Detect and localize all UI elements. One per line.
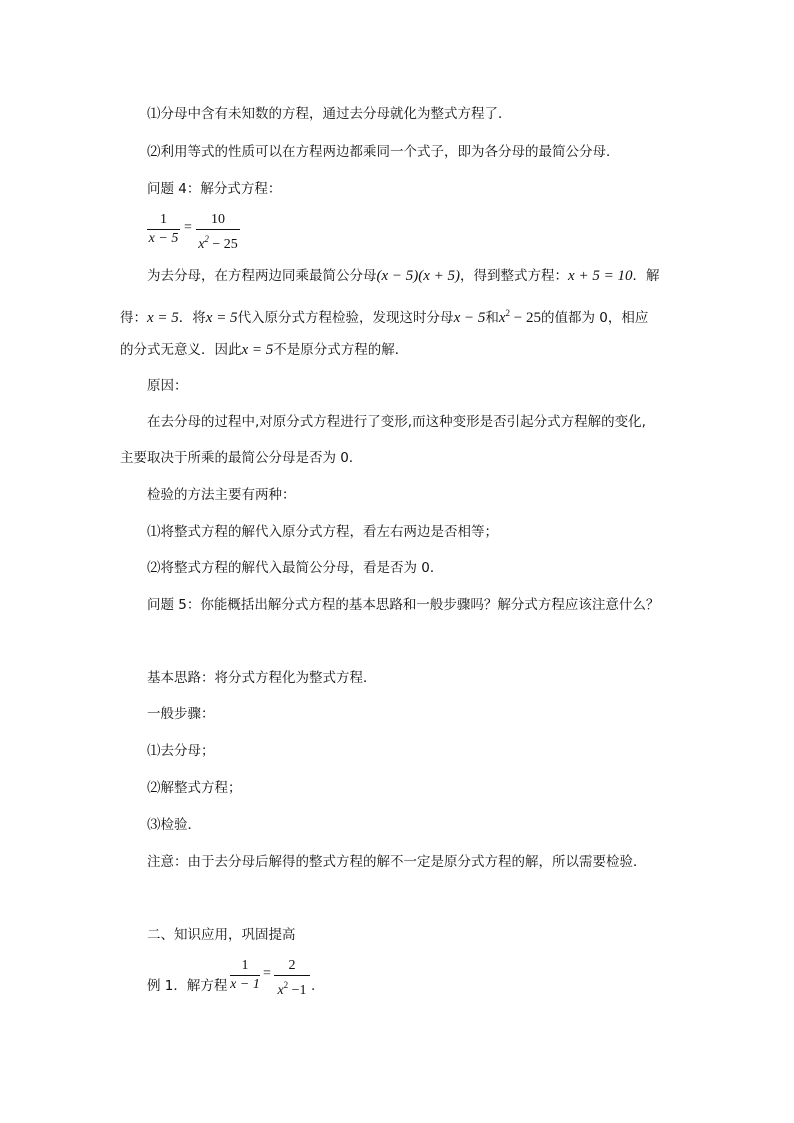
text-line (120, 303, 648, 328)
text: ，得到整式方程： (460, 268, 569, 284)
text: 代入原分式方程检验，发现这时分母 (237, 310, 454, 326)
constant: − 25 (208, 237, 238, 252)
text-line: ⑵解整式方程； (147, 780, 242, 796)
text: 得： (120, 310, 147, 326)
math: x = 5 (241, 342, 274, 358)
text: 的值都为 0，相应 (540, 310, 649, 326)
denominator (196, 230, 240, 254)
numerator: 2 (288, 958, 296, 973)
text-line: ⑴将整式方程的解代入原分式方程，看左右两边是否相等； (147, 524, 498, 540)
numerator: 10 (211, 212, 225, 227)
text-line: 原因： (147, 378, 188, 394)
fraction (147, 211, 180, 248)
text: ．将 (178, 310, 206, 326)
numerator: 1 (241, 958, 249, 973)
exponent: 2 (283, 980, 289, 990)
variable: x (277, 983, 284, 998)
text-line: 例 1．解方程 (147, 978, 228, 994)
fraction (274, 957, 310, 1000)
denominator: x − 1 (230, 977, 260, 992)
exponent: 2 (204, 234, 209, 244)
equals-sign: = (263, 966, 271, 981)
denominator: x − 5 (148, 231, 179, 246)
text-line: ⑶检验． (147, 817, 201, 833)
constant: − 25 (510, 310, 541, 326)
text-line: 基本思路：将分式方程化为整式方程． (147, 670, 377, 686)
text-line: 问题 5：你能概括出解分式方程的基本思路和一般步骤吗？解分式方程应该注意什么？ (147, 597, 660, 613)
text: 不是原分式方程的解． (273, 342, 409, 358)
text: 和 (485, 310, 499, 326)
text-line: ⑵将整式方程的解代入最简公分母，看是否为 0． (147, 560, 444, 576)
exponent: 2 (505, 308, 511, 318)
math: (x − 5)(x + 5) (376, 268, 461, 284)
text-line: 一般步骤： (147, 706, 215, 722)
math: x = 5 (205, 310, 238, 326)
text: 为去分母，在方程两边同乘最简公分母 (147, 268, 377, 284)
denominator (274, 976, 310, 1000)
text-line: ⑴分母中含有未知数的方程，通过去分母就化为整式方程了． (147, 106, 512, 122)
fraction (230, 957, 260, 994)
text-line: ⑵利用等式的性质可以在方程两边都乘同一个式子，即为各分母的最简公分母． (147, 144, 620, 160)
text-line: 注意：由于去分母后解得的整式方程的解不一定是原分式方程的解，所以需要检验． (147, 854, 647, 870)
text-line: 主要取决于所乘的最简公分母是否为 0． (120, 450, 363, 466)
text-line: 检验的方法主要有两种： (147, 487, 296, 503)
numerator: 1 (160, 212, 167, 227)
text: ．解 (632, 268, 660, 284)
variable: x (498, 310, 506, 326)
text-line: 在去分母的过程中,对原分式方程进行了变形,而这种变形是否引起分式方程解的变化, (147, 414, 646, 430)
text-line: . (311, 978, 316, 994)
text-line: 问题 4：解分式方程： (147, 181, 282, 197)
fraction (196, 211, 240, 254)
equals-sign: = (184, 220, 192, 235)
math (499, 310, 541, 326)
text-line: ⑴去分母； (147, 743, 215, 759)
text-line (147, 266, 659, 286)
math: x = 5 (147, 310, 179, 326)
section-heading: 二、知识应用，巩固提高 (147, 927, 296, 943)
variable: x (198, 237, 205, 252)
math: x + 5 = 10 (568, 268, 633, 284)
math: x − 5 (453, 310, 486, 326)
text-line (120, 340, 408, 360)
constant: −1 (288, 983, 307, 998)
text: 的分式无意义．因此 (120, 342, 242, 358)
